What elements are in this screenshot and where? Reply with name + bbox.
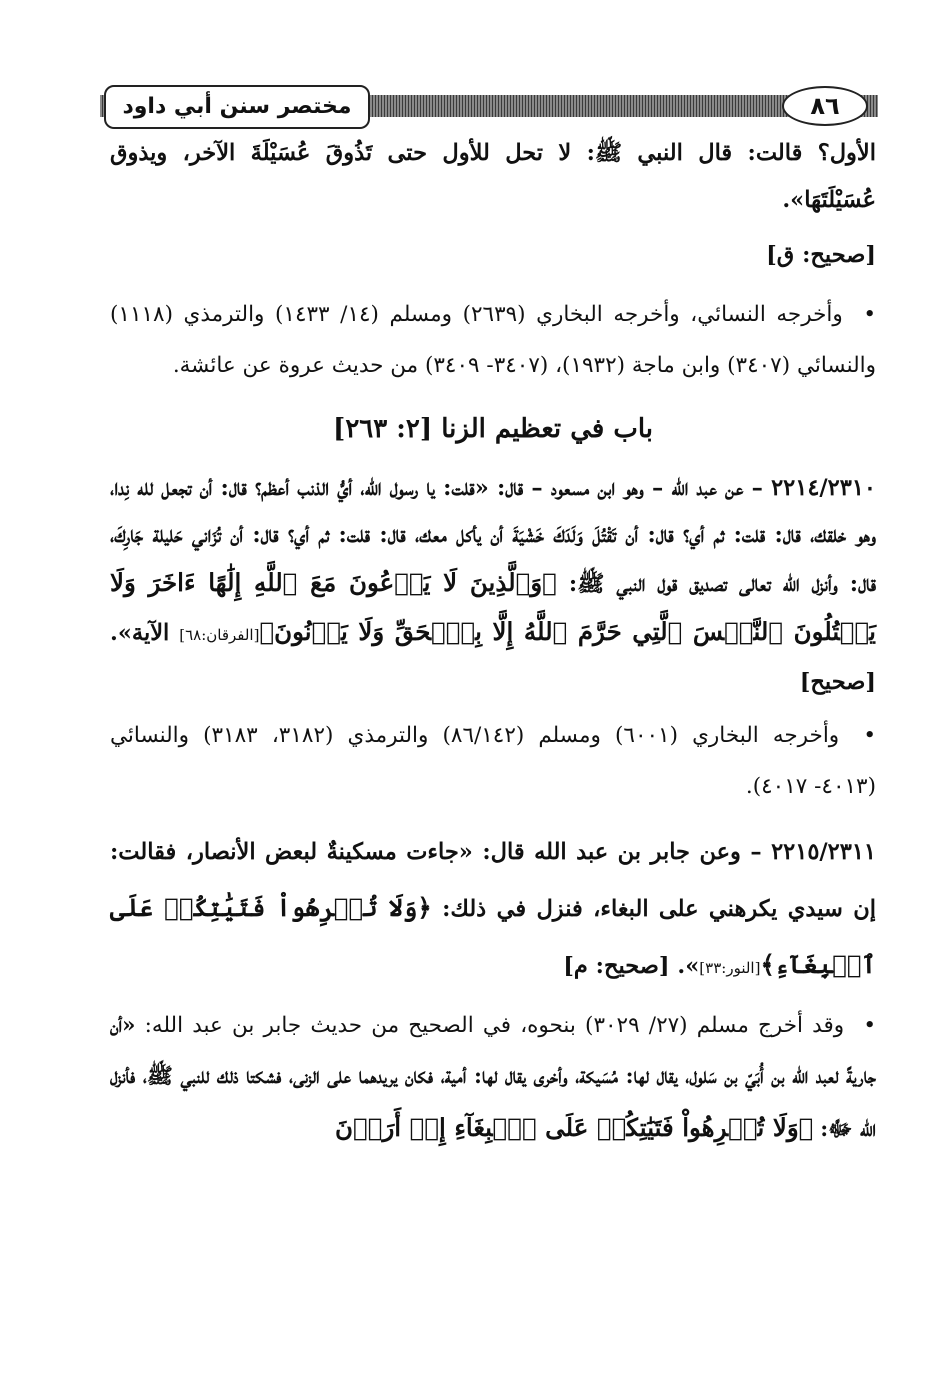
- hadith-text-after: الآية».: [110, 620, 170, 646]
- takhrij-note-text: وقد أخرج مسلم (٢٧/ ٣٠٢٩) بنحوه، في الصحيح من حديث جابر بن عبد الله:: [144, 1013, 845, 1038]
- hadith-text: – وعن جابر بن عبد الله قال: «جاءت مسكينةٌ لبعض الأنصار، فقالت: إن سيدي يكرهني على البغاء، فنزل في ذلك:: [110, 839, 876, 922]
- hadith-entry: [110, 824, 876, 996]
- hadith-continuation-text: الأول؟ قالت: قال النبي ﷺ: لا تحل للأول حتى تَذُوقَ عُسَيْلَةَ الآخر، ويذوق عُسَيْلَتَهَا».: [110, 140, 876, 213]
- hadith-number: ٢٢١٥/٢٣١١: [771, 839, 876, 865]
- hadith-entry: [110, 465, 876, 706]
- chapter-title: باب في تعظيم الزنا [٢: ٢٦٣]: [333, 414, 653, 444]
- takhrij-note-text: وأخرجه البخاري (٦٠٠١) ومسلم (٨٦/١٤٢) والترمذي (٣١٨٢، ٣١٨٣) والنسائي (٤٠١٣- ٤٠١٧).: [110, 723, 876, 799]
- hadith-text: – عن عبد الله – وهو ابن مسعود – قال: «قلت: يا رسول الله، أيُّ الذنب أعظم؟ قال: أن تجعل لله نِدا، وهو خلقك، قال: قلت: ثم أي؟ قال: أن تَقْتُلَ وَلَدَكَ خَشْيَةَ أن يأكل معك، قال: قلت: ثم أي؟ قال: أن تُزَاني حَليلة جَارِكَ، قال: وأنزل الله تعالى تصديق قول النبي ﷺ:: [110, 475, 876, 597]
- quoted-narration: «أن جاريةً لعبد الله بن أُبَيّ بن سَلول، يقال لها: مُسَيكة، وأخرى يقال لها: أمية، فكان يريدهما على الزنى، فشكتا ذلك للنبي ﷺ، فأنزل الله ﷻ:: [110, 1013, 876, 1142]
- takhrij-note: [110, 710, 876, 812]
- hadith-number: ٢٢١٤/٢٣١٠: [771, 475, 876, 501]
- quran-verse: ﴿وَٱلَّذِينَ لَا يَدۡعُونَ مَعَ ٱللَّهِ إِلَٰهًا ءَاخَرَ وَلَا يَقۡتُلُونَ ٱلنَّفۡسَ ٱلَّتِي حَرَّمَ ٱللَّهُ إِلَّا بِٱلۡحَقِّ وَلَا يَزۡنُونَ﴾: [110, 568, 876, 646]
- takhrij-note-text: وأخرجه النسائي، وأخرجه البخاري (٢٦٣٩) ومسلم (١٤/ ١٤٣٣) والترمذي (١١١٨) والنسائي (٣٤٠٧) وابن ماجة (١٩٣٢)، (٣٤٠٧- ٣٤٠٩) من حديث عروة عن عائشة.: [110, 302, 876, 378]
- bullet-icon: •: [863, 723, 876, 748]
- verse-reference: [الفرقان:٦٨]: [179, 626, 260, 644]
- grade-label: [110, 232, 876, 279]
- grade-label: [صحيح: م]: [563, 953, 670, 979]
- page-body: [110, 130, 876, 1167]
- page-number: ٨٦: [782, 86, 868, 126]
- bullet-icon: •: [863, 1013, 876, 1038]
- bullet-icon: •: [863, 302, 876, 327]
- hadith-text-after: ».: [677, 953, 700, 979]
- takhrij-note: [110, 289, 876, 391]
- grade-text: [صحيح: ق]: [766, 242, 876, 268]
- page-header: [100, 85, 878, 129]
- quran-verse: ﴿وَلَا تُكۡرِهُواْ فَتَيَٰتِكُمۡ عَلَى ٱلۡبِغَآءِ إِنۡ أَرَدۡنَ: [335, 1113, 814, 1142]
- book-title: مختصر سنن أبي داود: [104, 85, 370, 129]
- verse-reference: [النور:٣٣]: [699, 959, 761, 977]
- takhrij-note: [110, 1000, 876, 1155]
- hadith-continuation: [110, 130, 876, 224]
- quran-verse: ﴿وَلَا تُكۡرِهُواْ فَتَيَٰتِكُمۡ عَلَى ٱلۡبِغَآءِ﴾: [110, 893, 876, 979]
- grade-label: [صحيح]: [799, 669, 876, 695]
